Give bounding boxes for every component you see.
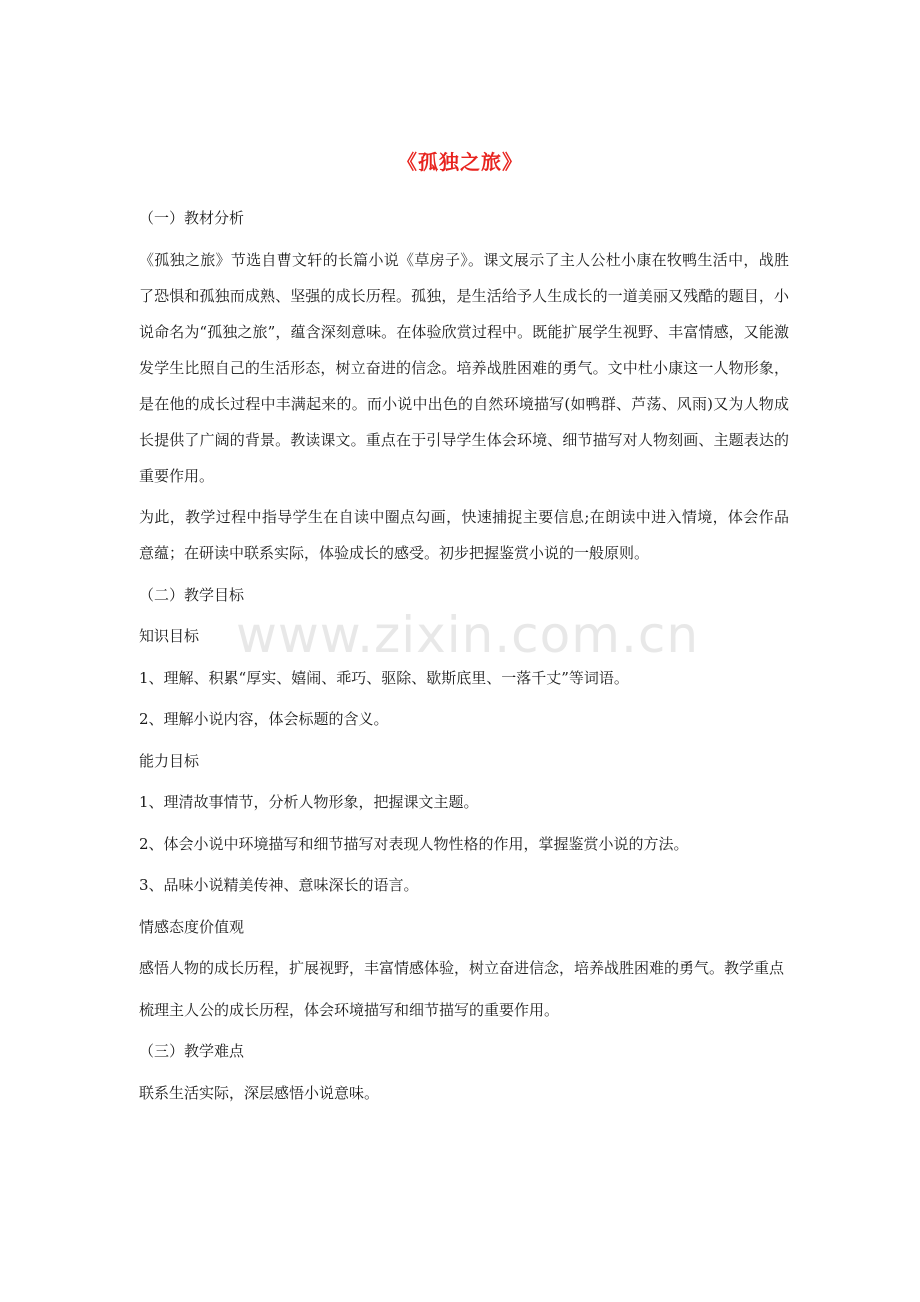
section-heading-goals: （二）教学目标 bbox=[139, 585, 245, 604]
paragraph-key-point: 梳理主人公的成长历程，体会环境描写和细节描写的重要作用。 bbox=[139, 1000, 560, 1019]
subheading-emotion: 情感态度价值观 bbox=[139, 917, 245, 936]
watermark: www.zixin.com.cn bbox=[236, 606, 700, 664]
list-item: 1、理解、积累“厚实、嬉闹、乖巧、驱除、歇斯底里、一落千丈”等词语。 bbox=[139, 668, 629, 687]
list-item: 3、品味小说精美传神、意味深长的语言。 bbox=[139, 876, 419, 894]
paragraph-difficulty: 联系生活实际，深层感悟小说意味。 bbox=[139, 1083, 380, 1102]
document-title: 《孤独之旅》 bbox=[397, 150, 523, 174]
document-body bbox=[139, 208, 789, 1124]
list-item: 2、理解小说内容，体会标题的含义。 bbox=[139, 710, 389, 728]
subheading-ability: 能力目标 bbox=[139, 751, 200, 770]
paragraph-emotion: 感悟人物的成长历程，扩展视野，丰富情感体验，树立奋进信念，培养战胜困难的勇气。教学重点 bbox=[139, 959, 785, 977]
section-heading-difficulty: （三）教学难点 bbox=[139, 1042, 245, 1060]
subheading-knowledge: 知识目标 bbox=[139, 627, 200, 645]
paragraph-method: 为此，教学过程中指导学生在自读中圈点勾画，快速捕捉主要信息;在朗读中进入情境，体会作品意蕴；在研读中联系实际，体验成长的感受。初步把握鉴赏小说的一般原则。 bbox=[139, 508, 789, 562]
list-item: 2、体会小说中环境描写和细节描写对表现人物性格的作用，掌握鉴赏小说的方法。 bbox=[139, 834, 689, 853]
paragraph-analysis: 《孤独之旅》节选自曹文轩的长篇小说《草房子》。课文展示了主人公杜小康在牧鸭生活中，战胜了恐惧和孤独而成熟、坚强的成长历程。孤独，是生活给予人生成长的一道美丽又残酷的题目，小说命名为“孤独之旅”，蕴含深刻意味。在体验欣赏过程中。既能扩展学生视野、丰富情感，又能激发学生比照自己的生活形态，树立奋进的信念。培养战胜困难的勇气。文中杜小康这一人物形象，是在他的成长过程中丰满起来的。而小说中出色的自然环境描写(如鸭群、芦荡、风雨)又为人物成长提供了广阔的背景。教读课文。重点在于引导学生体会环境、细节描写对人物刻画、主题表达的重要作用。 bbox=[139, 250, 789, 485]
list-item: 1、理清故事情节，分析人物形象，把握课文主题。 bbox=[139, 793, 479, 811]
section-heading-analysis: （一）教材分析 bbox=[139, 209, 245, 227]
